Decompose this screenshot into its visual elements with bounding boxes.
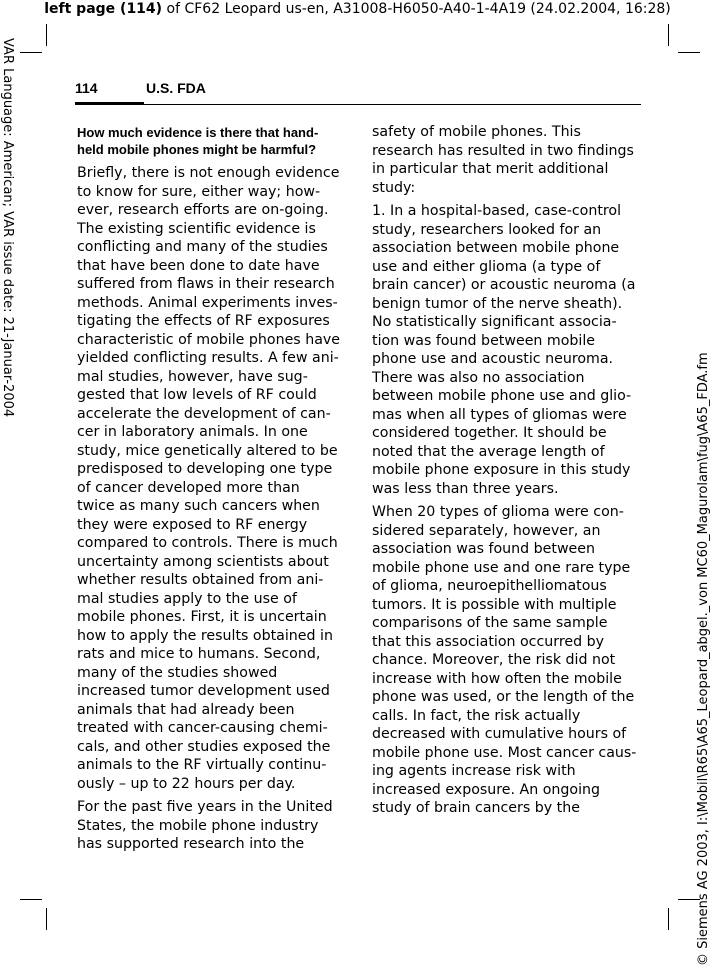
copyright-text: © Siemens AG 2003, I:\Mobil\R65\A65_Leopard_abgel._von MC60_Magurolam\fug\A65_FDA.fm xyxy=(696,352,711,966)
text-line: treated with cancer-causing chemi- xyxy=(77,720,328,736)
text-line: that have been done to date have xyxy=(77,257,320,274)
crop-mark xyxy=(20,899,42,900)
text-line: chance. Moreover, the risk did not xyxy=(372,652,616,668)
var-language-sidebar xyxy=(0,38,16,418)
text-line: 1. In a hospital-based, case-control xyxy=(372,203,622,219)
text-line: Briefly, there is not enough evidence xyxy=(77,165,340,181)
text-line: study, researchers looked for an xyxy=(372,221,602,238)
text-line: benign tumor of the nerve sheath). xyxy=(372,295,623,312)
text-line: of glioma, neuroepithelliomatous xyxy=(372,578,607,594)
text-line: increase with how often the mobile xyxy=(372,670,622,687)
text-line: conflicting and many of the studies xyxy=(77,239,328,255)
text-line: animals that had already been xyxy=(77,701,295,718)
left-column xyxy=(77,124,345,859)
text-line: How much evidence is there that hand- xyxy=(77,125,319,140)
text-line: accelerate the development of can- xyxy=(77,405,331,422)
text-line: When 20 types of glioma were con- xyxy=(372,504,624,520)
header-rule xyxy=(75,104,641,105)
page-number-rule xyxy=(75,102,144,105)
text-line: phone use and acoustic neuroma. xyxy=(372,351,614,367)
text-line: No statistically significant associa- xyxy=(372,314,617,330)
text-line: States, the mobile phone industry xyxy=(77,817,319,834)
paragraph xyxy=(372,123,640,197)
text-line: yielded conflicting results. A few ani- xyxy=(77,350,339,366)
text-line: how to apply the results obtained in xyxy=(77,627,333,644)
text-line: considered together. It should be xyxy=(372,425,607,441)
text-line: increased exposure. An ongoing xyxy=(372,781,601,798)
text-line: many of the studies showed xyxy=(77,664,278,681)
text-line: ing agents increase risk with xyxy=(372,763,576,779)
text-line: compared to controls. There is much xyxy=(77,535,338,551)
text-line: to know for sure, either way; how- xyxy=(77,183,321,200)
text-line: safety of mobile phones. This xyxy=(372,124,581,140)
text-line: held mobile phones might be harmful? xyxy=(77,142,317,157)
text-line: uncertainty among scientists about xyxy=(77,553,329,570)
text-line: in particular that merit additional xyxy=(372,161,609,177)
text-line: noted that the average length of xyxy=(372,443,605,460)
text-line: study of brain cancers by the xyxy=(372,800,580,816)
text-line: use and either glioma (a type of xyxy=(372,258,601,275)
text-line: The existing scientific evidence is xyxy=(77,220,316,237)
text-line: cals, and other studies exposed the xyxy=(77,738,331,755)
text-line: has supported research into the xyxy=(77,836,305,852)
text-line: that this association occurred by xyxy=(372,633,605,650)
text-line: predisposed to developing one type xyxy=(77,461,333,477)
text-line: mobile phones. First, it is uncertain xyxy=(77,609,327,625)
text-line: phone was used, or the length of the xyxy=(372,689,635,705)
text-line: cer in laboratory animals. In one xyxy=(77,424,308,440)
text-line: whether results obtained from ani- xyxy=(77,572,324,588)
text-line: sidered separately, however, an xyxy=(372,522,601,539)
text-line: rats and mice to humans. Second, xyxy=(77,646,321,662)
text-line: comparisons of the same sample xyxy=(372,615,608,631)
text-line: suffered from flaws in their research xyxy=(77,276,335,292)
crop-mark xyxy=(20,52,42,53)
text-line: For the past five years in the United xyxy=(77,799,333,815)
section-title: U.S. FDA xyxy=(146,80,206,96)
text-line: brain cancer) or acoustic neuroma (a xyxy=(372,277,636,293)
text-line: study: xyxy=(372,179,416,196)
text-line: study, mice genetically altered to be xyxy=(77,442,338,459)
text-line: There was also no association xyxy=(372,369,585,386)
text-line: methods. Animal experiments inves- xyxy=(77,294,338,311)
text-line: animals to the RF virtually continu- xyxy=(77,757,327,773)
text-line: tumors. It is possible with multiple xyxy=(372,596,617,613)
right-column xyxy=(372,123,640,823)
text-line: was less than three years. xyxy=(372,480,559,497)
text-line: ever, research efforts are on-going. xyxy=(77,202,329,218)
text-line: tion was found between mobile xyxy=(372,332,596,349)
paragraph xyxy=(372,503,640,818)
text-line: of cancer developed more than xyxy=(77,479,300,496)
crop-mark xyxy=(678,52,700,53)
text-line: mas when all types of gliomas were xyxy=(372,406,627,423)
text-line: ously – up to 22 hours per day. xyxy=(77,775,296,792)
text-line: calls. In fact, the risk actually xyxy=(372,707,581,724)
text-line: twice as many such cancers when xyxy=(77,498,320,514)
copyright-sidebar xyxy=(696,352,714,968)
text-line: association was found between xyxy=(372,541,596,557)
page-number: 114 xyxy=(75,80,98,96)
text-line: gested that low levels of RF could xyxy=(77,387,317,403)
text-line: decreased with cumulative hours of xyxy=(372,726,627,742)
text-line: mobile phone use. Most cancer caus- xyxy=(372,744,637,761)
text-line: mobile phone use and one rare type xyxy=(372,559,631,576)
paragraph xyxy=(77,798,345,854)
question-heading xyxy=(77,124,345,158)
paragraph xyxy=(77,164,345,793)
text-line: between mobile phone use and glio- xyxy=(372,388,632,404)
print-header-line xyxy=(0,0,715,18)
text-line: mal studies, however, have sug- xyxy=(77,368,308,385)
text-line: they were exposed to RF energy xyxy=(77,516,308,533)
print-header-rest: of CF62 Leopard us-en, A31008-H6050-A40-1-4A19 (24.02.2004, 16:28) xyxy=(162,1,671,17)
crop-mark xyxy=(668,908,669,930)
print-header-bold: left page (114) xyxy=(44,1,163,17)
text-line: mobile phone exposure in this study xyxy=(372,462,631,478)
crop-mark xyxy=(46,24,47,46)
crop-mark xyxy=(46,908,47,930)
text-line: association between mobile phone xyxy=(372,240,620,256)
text-line: tigating the effects of RF exposures xyxy=(77,313,330,329)
var-language-text: VAR Language: American; VAR issue date: 21-Januar-2004 xyxy=(0,38,15,418)
paragraph xyxy=(372,202,640,498)
crop-mark xyxy=(668,24,669,46)
text-line: research has resulted in two findings xyxy=(372,142,634,159)
text-line: increased tumor development used xyxy=(77,683,330,699)
text-line: characteristic of mobile phones have xyxy=(77,331,341,348)
text-line: mal studies apply to the use of xyxy=(77,590,297,607)
